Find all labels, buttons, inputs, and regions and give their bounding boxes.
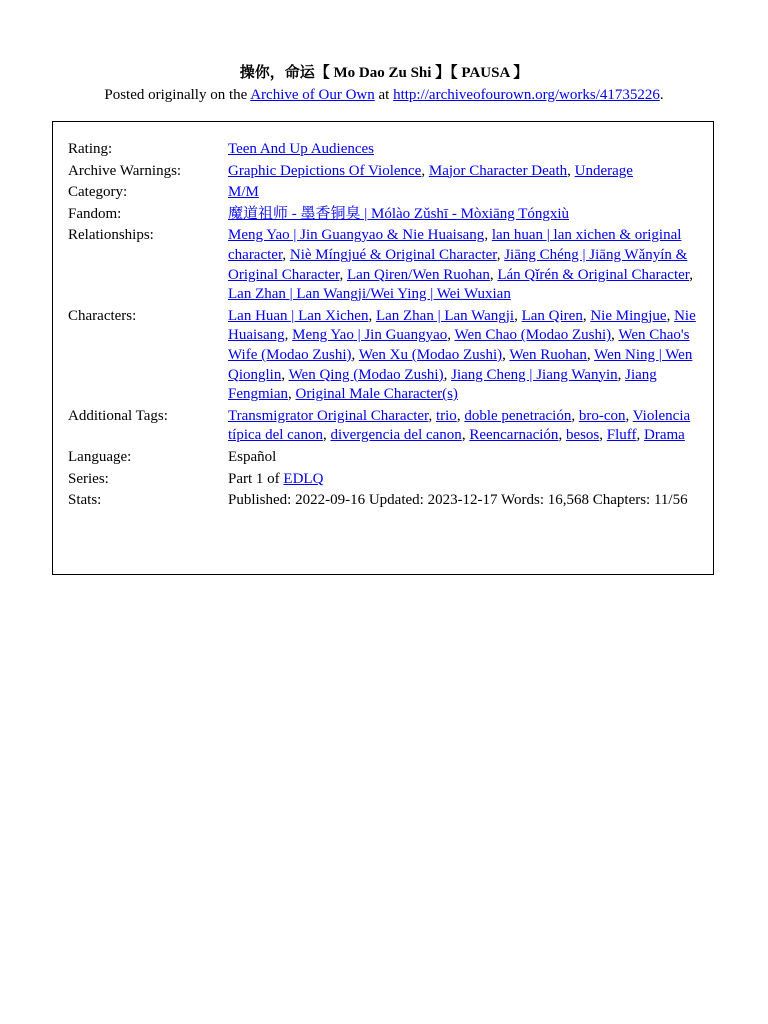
tag-link[interactable]: bro-con	[578, 407, 626, 424]
tag-link[interactable]: Nie Mingjue	[590, 307, 667, 324]
meta-label-characters: Characters:	[68, 307, 137, 324]
tag-link[interactable]: Original Male Character(s)	[295, 386, 458, 403]
meta-value-relationships: Meng Yao | Jin Guangyao & Nie Huaisang, lan huan | lan xichen & original character, Niè Míngjué & Original Character, Jiāng Chéng | Jiāng Wǎnyín & Original Character, Lan Qiren/Wen Ruohan, Lán Qǐrén & Original Character, Lan Zhan | Lan Wangji/Wei Ying | Wei Wuxian	[228, 227, 693, 303]
meta-label-warnings: Archive Warnings:	[68, 162, 182, 179]
tag-link[interactable]: besos	[565, 427, 600, 444]
tag-link[interactable]: Lan Qiren	[521, 307, 583, 324]
tag-link[interactable]: divergencia del canon	[330, 427, 462, 444]
posted-suffix: .	[659, 87, 664, 103]
meta-label-category: Category:	[68, 184, 128, 201]
meta-value-series	[228, 470, 698, 492]
meta-label-fandom: Fandom:	[68, 205, 122, 222]
meta-value-characters: Lan Huan | Lan Xichen, Lan Zhan | Lan Wangji, Lan Qiren, Nie Mingjue, Nie Huaisang, Meng Yao | Jin Guangyao, Wen Chao (Modao Zushi), Wen Chao's Wife (Modao Zushi), Wen Xu (Modao Zushi), Wen Ruohan, Wen Ning | Wen Qionglin, Wen Qing (Modao Zushi), Jiang Cheng | Jiang Wanyin, Jiang Fengmian, Original Male Character(s)	[228, 307, 696, 403]
tag-link[interactable]: Lan Zhan | Lan Wangji/Wei Ying | Wei Wuxian	[228, 286, 511, 303]
tag-link[interactable]: Transmigrator Original Character	[228, 407, 429, 424]
tag-link[interactable]: Graphic Depictions Of Violence	[228, 162, 422, 179]
tag-link[interactable]: Lan Huan | Lan Xichen	[228, 307, 369, 324]
meta-row-warnings	[68, 162, 698, 184]
tag-link[interactable]: Meng Yao | Jin Guangyao	[292, 327, 448, 344]
tag-link[interactable]: Nie Huaisang	[228, 307, 696, 344]
tag-link[interactable]: Wen Xu (Modao Zushi)	[358, 346, 503, 363]
tag-link[interactable]: Wen Ruohan	[509, 346, 587, 363]
meta-value-language: Español	[228, 448, 277, 465]
meta-row-characters	[68, 307, 698, 407]
meta-label-tags: Additional Tags:	[68, 407, 168, 424]
tag-link[interactable]: Reencarnación	[469, 427, 559, 444]
tag-link[interactable]: Drama	[644, 427, 685, 444]
tag-link[interactable]: Jiang Fengmian	[228, 366, 657, 403]
meta-row-tags	[68, 407, 698, 448]
archive-link[interactable]: Archive of Our Own	[250, 87, 375, 103]
meta-value-warnings: Graphic Depictions Of Violence, Major Character Death, Underage	[228, 162, 633, 179]
meta-label-relationships: Relationships:	[68, 227, 154, 244]
meta-label-series: Series:	[68, 470, 109, 487]
meta-row-series	[68, 470, 698, 492]
work-title: 操你，命运【 Mo Dao Zu Shi 】【 PAUSA 】	[239, 65, 529, 81]
tag-link[interactable]: Meng Yao | Jin Guangyao & Nie Huaisang	[228, 227, 485, 244]
tag-link[interactable]: Wen Chao (Modao Zushi)	[454, 327, 612, 344]
tag-link[interactable]: Wen Qing (Modao Zushi)	[288, 366, 444, 383]
tag-link[interactable]: Niè Míngjué & Original Character	[289, 246, 497, 263]
meta-row-rating	[68, 140, 698, 162]
posted-prefix: Posted originally on the	[104, 87, 251, 103]
meta-value-tags: Transmigrator Original Character, trio, doble penetración, bro-con, Violencia típica del canon, divergencia del canon, Reencarnación, besos, Fluff, Drama	[228, 407, 691, 444]
series-prefix: Part 1 of	[228, 470, 284, 487]
tag-link[interactable]: Underage	[574, 162, 633, 179]
series-link[interactable]: EDLQ	[283, 470, 324, 487]
meta-row-relationships	[68, 226, 698, 306]
metadata-table	[68, 140, 698, 513]
meta-label-stats: Stats:	[68, 492, 102, 509]
tag-link[interactable]: lan huan | lan xichen & original character	[228, 227, 682, 263]
tag-link[interactable]: trio	[435, 407, 457, 424]
meta-value-category	[228, 183, 698, 205]
tag-link[interactable]: Teen And Up Audiences	[228, 141, 375, 157]
tag-link[interactable]: 魔道祖师 - 墨香铜臭 | Mólào Zǔshī - Mòxiāng Tóngxiù	[228, 205, 570, 222]
tag-link[interactable]: Lán Qǐrén & Original Character	[497, 266, 690, 283]
posted-line	[0, 85, 768, 105]
tag-link[interactable]: Jiāng Chéng | Jiāng Wǎnyín & Original Character	[228, 246, 688, 283]
work-url-link[interactable]: http://archiveofourown.org/works/41735226	[393, 87, 660, 103]
meta-label-rating: Rating:	[68, 141, 113, 157]
meta-row-stats	[68, 491, 698, 513]
tag-link[interactable]: Wen Chao's Wife (Modao Zushi)	[228, 327, 690, 363]
tag-link[interactable]: Fluff	[606, 427, 637, 444]
posted-middle: at	[374, 87, 394, 103]
tag-link[interactable]: M/M	[228, 184, 259, 201]
tag-link[interactable]: Wen Ning | Wen Qionglin	[228, 346, 693, 383]
tag-link[interactable]: doble penetración	[464, 407, 572, 424]
meta-row-fandom	[68, 205, 698, 227]
meta-value-stats: Published: 2022-09-16 Updated: 2023-12-17 Words: 16,568 Chapters: 11/56	[228, 492, 688, 509]
tag-link[interactable]: Lan Qiren/Wen Ruohan	[346, 266, 490, 283]
meta-value-rating	[228, 140, 698, 162]
meta-value-fandom	[228, 205, 698, 227]
tag-link[interactable]: Lan Zhan | Lan Wangji	[375, 307, 515, 324]
meta-label-language: Language:	[68, 448, 132, 465]
tag-link[interactable]: Jiang Cheng | Jiang Wanyin	[451, 366, 618, 383]
meta-row-category	[68, 183, 698, 205]
tag-link[interactable]: Violencia típica del canon	[228, 407, 691, 444]
meta-row-language	[68, 448, 698, 470]
tag-link[interactable]: Major Character Death	[428, 162, 568, 179]
metadata-box	[52, 121, 714, 575]
